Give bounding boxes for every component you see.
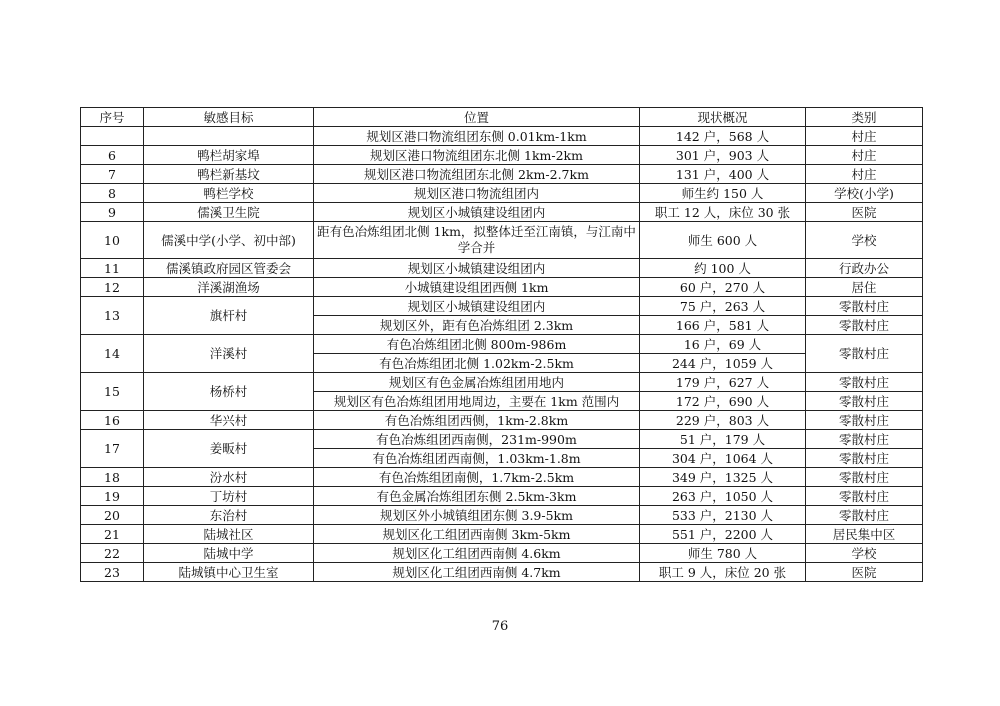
cell-target: 华兴村	[144, 411, 314, 430]
cell-status: 179 户，627 人	[640, 373, 806, 392]
sensitive-targets-table	[80, 107, 923, 582]
cell-status: 263 户，1050 人	[640, 487, 806, 506]
cell-location: 有色冶炼组团南侧，1.7km-2.5km	[314, 468, 640, 487]
cell-no: 17	[81, 430, 144, 468]
cell-category: 居民集中区	[806, 525, 923, 544]
cell-location: 小城镇建设组团西侧 1km	[314, 278, 640, 297]
table-row	[81, 335, 923, 354]
cell-target: 儒溪镇政府园区管委会	[144, 259, 314, 278]
cell-location: 规划区港口物流组团内	[314, 184, 640, 203]
table-row	[81, 222, 923, 259]
cell-target: 洋溪村	[144, 335, 314, 373]
cell-location: 规划区外小城镇组团东侧 3.9-5km	[314, 506, 640, 525]
cell-target: 陆城中学	[144, 544, 314, 563]
cell-category: 零散村庄	[806, 373, 923, 392]
table-row	[81, 525, 923, 544]
cell-no: 18	[81, 468, 144, 487]
header-location: 位置	[314, 108, 640, 127]
cell-no: 9	[81, 203, 144, 222]
table-row	[81, 146, 923, 165]
cell-no: 16	[81, 411, 144, 430]
table-row	[81, 165, 923, 184]
cell-location: 规划区化工组团西南侧 4.6km	[314, 544, 640, 563]
cell-category: 村庄	[806, 146, 923, 165]
cell-category: 零散村庄	[806, 335, 923, 373]
cell-category: 村庄	[806, 127, 923, 146]
cell-location: 距有色冶炼组团北侧 1km，拟整体迁至江南镇，与江南中学合并	[314, 222, 640, 259]
cell-target: 丁坊村	[144, 487, 314, 506]
cell-target: 鸭栏新基坟	[144, 165, 314, 184]
cell-category: 村庄	[806, 165, 923, 184]
cell-category: 学校	[806, 544, 923, 563]
table-row	[81, 506, 923, 525]
table-row	[81, 184, 923, 203]
cell-no: 23	[81, 563, 144, 582]
cell-status: 244 户，1059 人	[640, 354, 806, 373]
table-row	[81, 278, 923, 297]
cell-status: 142 户，568 人	[640, 127, 806, 146]
cell-status: 349 户，1325 人	[640, 468, 806, 487]
cell-target: 汾水村	[144, 468, 314, 487]
cell-status: 51 户，179 人	[640, 430, 806, 449]
cell-no: 10	[81, 222, 144, 259]
cell-target: 鸭栏学校	[144, 184, 314, 203]
table-row	[81, 373, 923, 392]
table-row	[81, 544, 923, 563]
cell-status: 职工 9 人，床位 20 张	[640, 563, 806, 582]
cell-location: 规划区港口物流组团东侧 0.01km-1km	[314, 127, 640, 146]
cell-status: 172 户，690 人	[640, 392, 806, 411]
cell-status: 533 户，2130 人	[640, 506, 806, 525]
cell-no: 22	[81, 544, 144, 563]
cell-target: 杨桥村	[144, 373, 314, 411]
cell-no: 6	[81, 146, 144, 165]
cell-no: 19	[81, 487, 144, 506]
cell-category: 零散村庄	[806, 297, 923, 316]
cell-no: 13	[81, 297, 144, 335]
cell-target: 姜畈村	[144, 430, 314, 468]
table-row	[81, 563, 923, 582]
cell-location: 规划区化工组团西南侧 3km-5km	[314, 525, 640, 544]
cell-no: 11	[81, 259, 144, 278]
cell-target: 旗杆村	[144, 297, 314, 335]
header-no: 序号	[81, 108, 144, 127]
cell-category: 零散村庄	[806, 487, 923, 506]
cell-location: 规划区外，距有色冶炼组团 2.3km	[314, 316, 640, 335]
cell-status: 师生 600 人	[640, 222, 806, 259]
cell-target: 陆城社区	[144, 525, 314, 544]
cell-location: 规划区小城镇建设组团内	[314, 203, 640, 222]
cell-target: 陆城镇中心卫生室	[144, 563, 314, 582]
cell-location: 有色冶炼组团北侧 800m-986m	[314, 335, 640, 354]
cell-status: 131 户，400 人	[640, 165, 806, 184]
cell-status: 60 户，270 人	[640, 278, 806, 297]
table-row	[81, 203, 923, 222]
cell-no: 20	[81, 506, 144, 525]
page-number: 76	[491, 619, 509, 634]
cell-category: 医院	[806, 203, 923, 222]
cell-target: 东治村	[144, 506, 314, 525]
cell-location: 有色冶炼组团北侧 1.02km-2.5km	[314, 354, 640, 373]
cell-status: 师生约 150 人	[640, 184, 806, 203]
table-header-row	[81, 108, 923, 127]
cell-no: 7	[81, 165, 144, 184]
cell-status: 304 户，1064 人	[640, 449, 806, 468]
cell-status: 229 户，803 人	[640, 411, 806, 430]
cell-status: 约 100 人	[640, 259, 806, 278]
header-target: 敏感目标	[144, 108, 314, 127]
cell-status: 职工 12 人，床位 30 张	[640, 203, 806, 222]
table-row	[81, 259, 923, 278]
cell-location: 有色冶炼组团西南侧，231m-990m	[314, 430, 640, 449]
cell-status: 75 户，263 人	[640, 297, 806, 316]
cell-target: 儒溪中学(小学、初中部)	[144, 222, 314, 259]
cell-no	[81, 127, 144, 146]
cell-category: 零散村庄	[806, 449, 923, 468]
cell-status: 16 户，69 人	[640, 335, 806, 354]
cell-target: 鸭栏胡家埠	[144, 146, 314, 165]
cell-no: 12	[81, 278, 144, 297]
cell-category: 零散村庄	[806, 392, 923, 411]
cell-category: 医院	[806, 563, 923, 582]
cell-location: 规划区港口物流组团东北侧 2km-2.7km	[314, 165, 640, 184]
cell-target	[144, 127, 314, 146]
cell-category: 居住	[806, 278, 923, 297]
table-row	[81, 127, 923, 146]
cell-location: 有色冶炼组团西侧，1km-2.8km	[314, 411, 640, 430]
cell-no: 21	[81, 525, 144, 544]
cell-location: 规划区有色金属冶炼组团用地内	[314, 373, 640, 392]
table-row	[81, 468, 923, 487]
cell-location: 有色冶炼组团西南侧，1.03km-1.8m	[314, 449, 640, 468]
cell-status: 301 户，903 人	[640, 146, 806, 165]
cell-category: 零散村庄	[806, 468, 923, 487]
cell-category: 零散村庄	[806, 506, 923, 525]
cell-location: 规划区港口物流组团东北侧 1km-2km	[314, 146, 640, 165]
cell-location: 规划区有色冶炼组团用地周边，主要在 1km 范围内	[314, 392, 640, 411]
cell-category: 零散村庄	[806, 430, 923, 449]
cell-category: 行政办公	[806, 259, 923, 278]
cell-target: 儒溪卫生院	[144, 203, 314, 222]
header-status: 现状概况	[640, 108, 806, 127]
cell-no: 8	[81, 184, 144, 203]
cell-category: 零散村庄	[806, 316, 923, 335]
header-category: 类别	[806, 108, 923, 127]
cell-location: 规划区小城镇建设组团内	[314, 259, 640, 278]
cell-location: 规划区化工组团西南侧 4.7km	[314, 563, 640, 582]
table-row	[81, 297, 923, 316]
cell-no: 14	[81, 335, 144, 373]
cell-category: 学校	[806, 222, 923, 259]
cell-status: 166 户，581 人	[640, 316, 806, 335]
cell-category: 学校(小学)	[806, 184, 923, 203]
table-row	[81, 487, 923, 506]
cell-category: 零散村庄	[806, 411, 923, 430]
table-row	[81, 430, 923, 449]
cell-target: 洋溪湖渔场	[144, 278, 314, 297]
cell-location: 规划区小城镇建设组团内	[314, 297, 640, 316]
cell-status: 551 户，2200 人	[640, 525, 806, 544]
cell-no: 15	[81, 373, 144, 411]
cell-status: 师生 780 人	[640, 544, 806, 563]
cell-location: 有色金属冶炼组团东侧 2.5km-3km	[314, 487, 640, 506]
table-row	[81, 411, 923, 430]
